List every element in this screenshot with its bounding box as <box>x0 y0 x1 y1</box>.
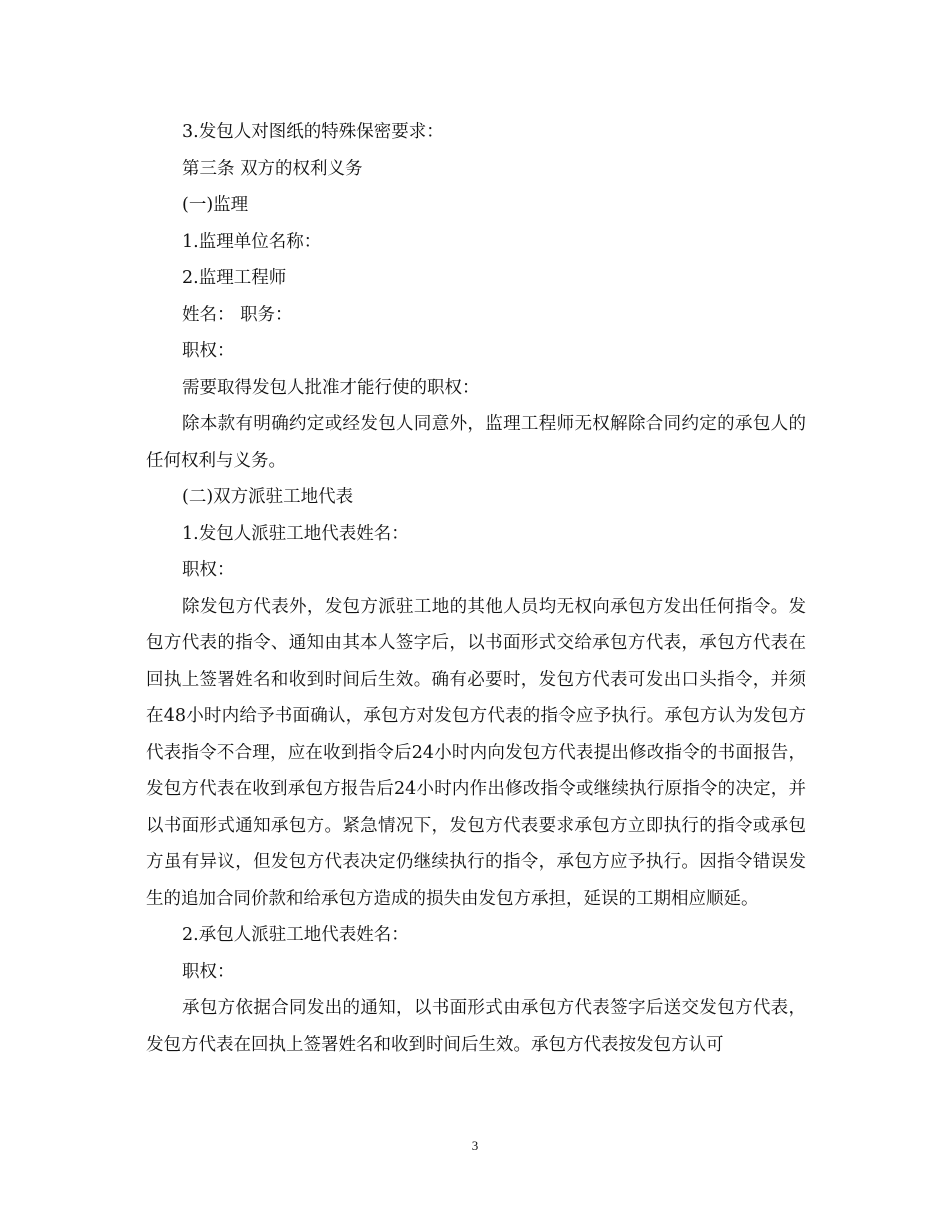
paragraph: 2.监理工程师 <box>182 268 287 288</box>
paragraph: 职权： <box>182 961 235 982</box>
paragraph: 除发包方代表外，发包方派驻工地的其他人员均无权向承包方发出任何指令。发包方代表的指令、通知由其本人签字后，以书面形式交给承包方代表，承包方代表在回执上签署姓名和收到时间后生效。确有必要时，发包方代表可发出口头指令，并须在48小时内给予书面确认，承包方对发包方代表的指令应予执行。承包方认为发包方代表指令不合理，应在收到指令后24小时内向发包方代表提出修改指令的书面报告，发包方代表在收到承包方报告后24小时内作出修改指令或继续执行原指令的决定，并以书面形式通知承包方。紧急情况下，发包方代表要求承包方立即执行的指令或承包方虽有异议，但发包方代表决定仍继续执行的指令，承包方应予执行。因指令错误发生的追加合同价款和给承包方造成的损失由发包方承担，延误的工期相应顺延。 <box>146 596 806 909</box>
paragraph: 职权： <box>182 341 235 361</box>
paragraph: 3.发包人对图纸的特殊保密要求： <box>182 122 444 142</box>
document-body <box>146 114 806 1063</box>
paragraph: 2.承包人派驻工地代表姓名： <box>182 925 409 945</box>
section-heading: 第三条 双方的权利义务 <box>182 158 363 179</box>
paragraph: 承包方依据合同发出的通知，以书面形式由承包方代表签字后送交发包方代表，发包方代表在回执上签署姓名和收到时间后生效。承包方代表按发包方认可 <box>146 998 806 1055</box>
paragraph: 除本款有明确约定或经发包人同意外，监理工程师无权解除合同约定的承包人的任何权利与义务。 <box>146 414 806 471</box>
paragraph: 1.监理单位名称： <box>182 231 322 252</box>
paragraph: 姓名： 职务： <box>182 304 293 325</box>
paragraph: 1.发包人派驻工地代表姓名： <box>182 523 409 544</box>
paragraph: 职权： <box>182 560 235 580</box>
page-number: 3 <box>471 1138 479 1153</box>
subsection-heading: (二)双方派驻工地代表 <box>182 487 354 507</box>
subsection-heading: (一)监理 <box>182 195 249 215</box>
paragraph: 需要取得发包人批准才能行使的职权： <box>182 377 480 398</box>
